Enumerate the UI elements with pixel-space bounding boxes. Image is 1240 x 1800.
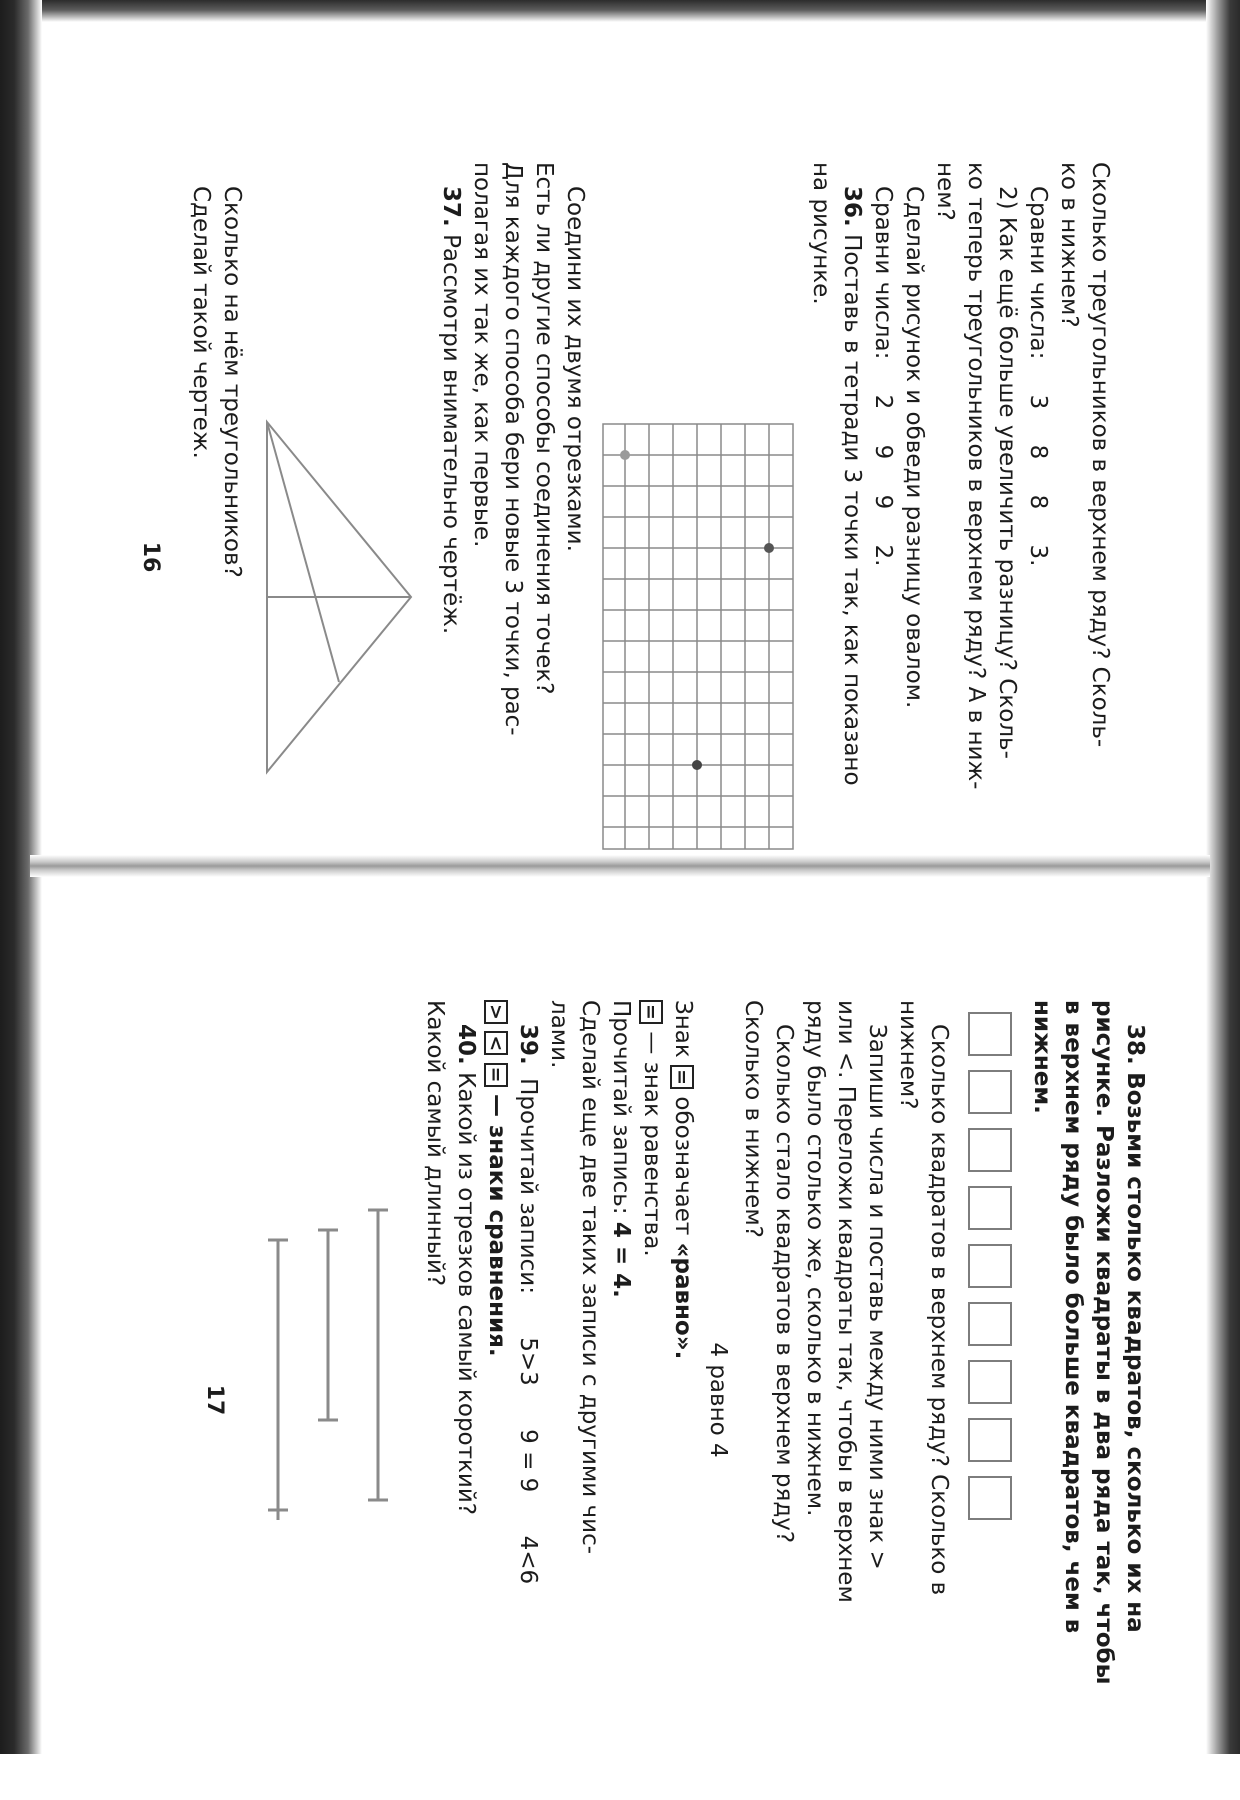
sign-description <box>636 1000 667 1800</box>
exercise-39 <box>512 1000 543 1800</box>
exercise-number: 37. <box>438 186 464 227</box>
read-record <box>605 1000 636 1800</box>
compare-numbers-1 <box>1022 162 1053 952</box>
compare-number: 8 <box>1025 444 1051 460</box>
exercise-number: 39. <box>515 1024 541 1065</box>
square <box>968 1244 1012 1288</box>
compare-numbers-2 <box>867 162 898 952</box>
intro-question-line2: ко в нижнем? <box>1056 162 1082 328</box>
make-drawing: Сделай такой чертеж. <box>188 186 214 459</box>
exercise-38-line4: нижнем. <box>1029 1000 1055 1114</box>
other-ways-question: Есть ли другие способы соединения точек? <box>531 162 557 695</box>
comparison-signs <box>481 1000 512 1800</box>
compare-number: 2. <box>870 544 896 567</box>
example-item: 5>3 <box>515 1337 541 1386</box>
squares-question: Сколько квадратов в верхнем ряду? Сколько в <box>926 1024 952 1596</box>
compare-number: 9 <box>870 444 896 460</box>
exercise-40-line2: Какой самый длинный? <box>422 1000 448 1287</box>
page-16-content <box>105 162 1115 952</box>
compare-number: 3 <box>1025 394 1051 410</box>
sign-prefix: Знак <box>670 1000 696 1058</box>
compare-number: 2 <box>870 394 896 410</box>
example-item: 4<6 <box>515 1535 541 1585</box>
write-instruction-3: ряду было столько же, сколько в нижнем. <box>802 1000 828 1517</box>
intro-question-line1: Сколько треугольников в верхнем ряду? Сколь- <box>1087 162 1113 748</box>
compare-number: 8 <box>1025 494 1051 510</box>
question-2-line1: 2) Как ещё больше увеличить разницу? Сколь- <box>994 186 1020 759</box>
page-16 <box>0 22 1240 862</box>
grid-dot <box>620 450 630 460</box>
became-question: Сколько стало квадратов в верхнем ряду? <box>771 1024 797 1544</box>
exercise-number: 40. <box>453 1024 479 1065</box>
exercise-36 <box>836 162 867 952</box>
square <box>968 1418 1012 1462</box>
make-two-line1: Сделай еще две таких записи с другими чис- <box>577 1000 603 1555</box>
greater-sign-box: > <box>485 1000 509 1024</box>
compare-number: 9 <box>870 494 896 510</box>
exercise-36-line2: на рисунке. <box>808 162 834 305</box>
sign-means: обозначает <box>670 1096 696 1236</box>
equals-sign-box: = <box>671 1065 695 1089</box>
read-value: 4 = 4. <box>608 1221 634 1298</box>
triangles-question: Сколько на нём треугольников? <box>219 186 245 578</box>
sign-word: «равно». <box>670 1242 696 1360</box>
dot-grid-figure <box>600 422 795 952</box>
exercise-text: Возьми столько квадратов, сколько их на <box>1122 1072 1148 1633</box>
square <box>968 1476 1012 1520</box>
grid-dot <box>692 760 702 770</box>
segments-figure <box>249 1000 403 1800</box>
compare-label: Сравни числа: <box>870 186 896 360</box>
sign-desc: — знак равенства. <box>639 1031 665 1257</box>
square <box>968 1128 1012 1172</box>
write-instruction-1: Запиши числа и поставь между ними знак > <box>864 1024 890 1570</box>
triangle-figure <box>253 412 417 952</box>
each-way-instruction: Для каждого способа бери новые 3 точки, рас- <box>500 162 526 736</box>
exercise-37 <box>435 162 466 952</box>
triangle-svg <box>257 412 417 782</box>
square <box>968 1012 1012 1056</box>
each-way-instruction-2: полагая их так же, как первые. <box>469 162 495 548</box>
equals-sign-box: = <box>640 1000 664 1024</box>
became-question-2: Сколько в нижнем? <box>740 1000 766 1238</box>
exercise-text: Какой из отрезков самый короткий? <box>453 1072 479 1516</box>
squares-row <box>968 1012 1012 1800</box>
question-2-line2: ко теперь треугольников в верхнем ряду? А в ниж- <box>963 162 989 790</box>
compare-label: Сравни числа: <box>1025 186 1051 360</box>
square <box>968 1070 1012 1114</box>
exercise-label: Прочитай записи: <box>515 1078 541 1294</box>
grid-dot <box>764 543 774 553</box>
dot-grid-svg <box>600 422 795 852</box>
exercise-number: 38. <box>1122 1024 1148 1065</box>
exercise-text: Рассмотри внимательно чертёж. <box>438 234 464 635</box>
scan-top-shadow <box>0 0 1240 22</box>
question-2-line3: нем? <box>932 162 958 221</box>
write-instruction-2: или <. Переложи квадраты так, чтобы в верхнем <box>833 1000 859 1603</box>
sign-definition <box>667 1000 698 1800</box>
exercise-text: Поставь в тетради 3 точки так, как показано <box>839 234 865 786</box>
page-17-content <box>80 1000 1150 1800</box>
example-item: 9 = 9 <box>515 1429 541 1493</box>
exercise-38-line2: рисунке. Разложи квадраты в два ряда так, чтобы <box>1091 1000 1117 1685</box>
make-two-line2: лами. <box>546 1000 572 1069</box>
page-number: 16 <box>138 541 163 573</box>
exercise-number: 36. <box>839 186 865 227</box>
less-sign-box: < <box>485 1031 509 1055</box>
exercise-38-line3: в верхнем ряду было больше квадратов, чем в <box>1060 1000 1086 1634</box>
equals-sign-box: = <box>485 1063 509 1087</box>
square <box>968 1302 1012 1346</box>
segments-svg <box>253 1000 403 1520</box>
squares-question-2: нижнем? <box>895 1000 921 1110</box>
compare-number: 3. <box>1025 544 1051 567</box>
exercise-38 <box>1119 1000 1150 1800</box>
equal-example: 4 равно 4 <box>705 1342 731 1458</box>
page-number: 17 <box>202 1384 227 1416</box>
signs-desc: — знаки сравнения. <box>484 1093 510 1357</box>
page-17 <box>0 880 1240 1730</box>
draw-instruction: Сделай рисунок и обведи разницу овалом. <box>901 186 927 709</box>
read-label: Прочитай запись: <box>608 1000 634 1215</box>
connect-instruction: Соедини их двумя отрезками. <box>562 186 588 552</box>
square <box>968 1360 1012 1404</box>
exercise-40 <box>450 1000 481 1800</box>
square <box>968 1186 1012 1230</box>
